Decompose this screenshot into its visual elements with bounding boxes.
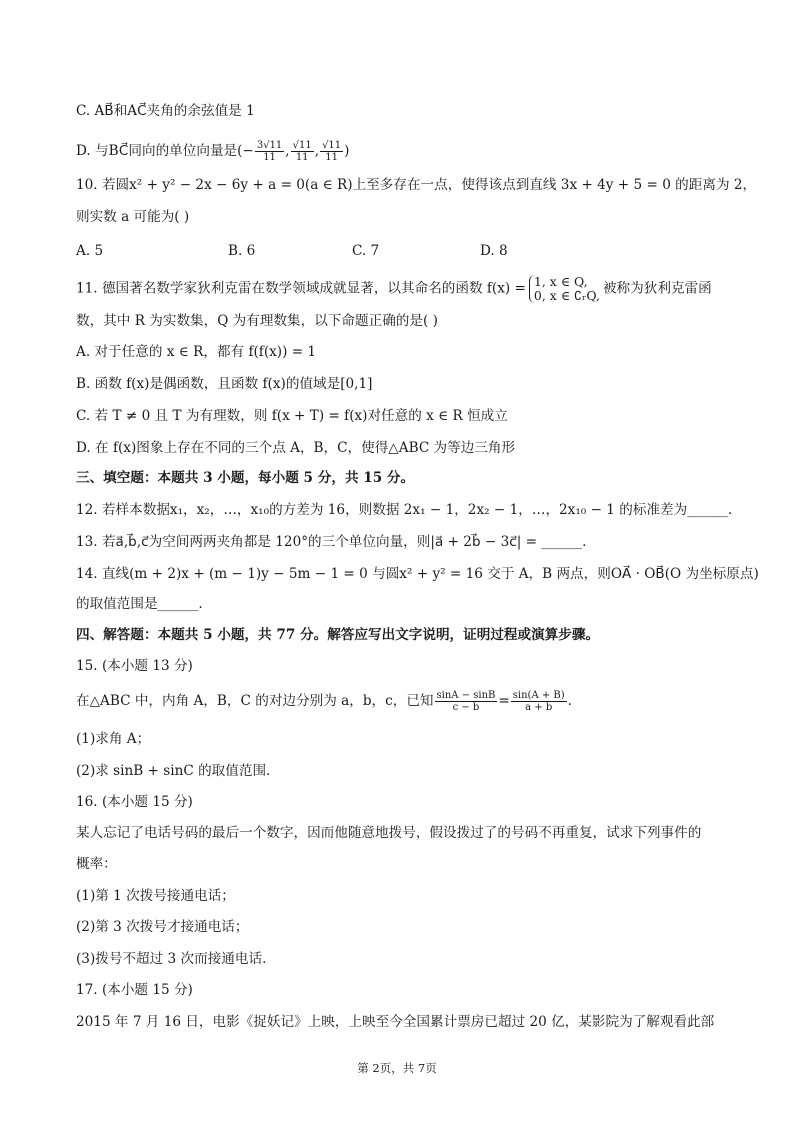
q15-frac-right: $\frac{\sin(A + B)}{a + b}$ <box>512 690 565 713</box>
q15-header: 15. (本小题 13 分) <box>76 658 193 674</box>
q11-stem-line2: 数，其中 R 为实数集，Q 为有理数集，以下命题正确的是( ) <box>76 313 438 329</box>
q17-stem-line1: 2015 年 7 月 16 日，电影《捉妖记》上映，上映至今全国累计票房已超过 20 亿，某影院为了解观看此部 <box>76 1014 715 1030</box>
q16-stem-line1: 某人忘记了电话号码的最后一个数字，因而他随意地拨号，假设拨过了的号码不再重复，试求下列事件的 <box>76 825 702 841</box>
q10-stem-line2: 则实数 a 可能为( ) <box>76 209 190 225</box>
q10-option-d: D. 8 <box>480 243 508 259</box>
q16-part2: (2)第 3 次拨号才接通电话； <box>76 919 249 935</box>
q16-part3: (3)拨号不超过 3 次而接通电话. <box>76 951 267 967</box>
page-footer: 第 2页，共 7页 <box>357 1061 437 1075</box>
q12: 12. 若样本数据x₁，x₂，…，x₁₀的方差为 16，则数据 2x₁ − 1，2x₂ − 1，…，2x₁₀ − 1 的标准差为______. <box>76 502 733 518</box>
q15-frac-left: $\frac{\sin A - \sin B}{c - b}$ <box>436 690 496 713</box>
q11-option-c: C. 若 T ≠ 0 且 T 为有理数，则 f(x + T) = f(x)对任意的 x ∈ R 恒成立 <box>76 408 508 424</box>
q9-option-c <box>76 100 724 122</box>
q9-option-c-text: C. AB⃗和AC⃗夹角的余弦值是 1 <box>76 103 255 119</box>
q17-header: 17. (本小题 15 分) <box>76 982 193 998</box>
q15-part2: (2)求 sinB + sinC 的取值范围. <box>76 763 271 779</box>
q9d-frac-2: $\frac{√11}{11}$ <box>292 140 312 163</box>
q9-option-d-text: D. 与BC⃗同向的单位向量是(− <box>76 143 254 159</box>
q9d-frac-3: $\frac{√11}{11}$ <box>322 140 342 163</box>
q16-header: 16. (本小题 15 分) <box>76 794 193 810</box>
q11-option-a: A. 对于任意的 x ∈ R，都有 f(f(x)) = 1 <box>76 344 317 360</box>
q9d-frac-1: $\frac{3√11}{11}$ <box>256 140 283 163</box>
section-4-heading: 四、解答题：本题共 5 小题，共 77 分。解答应写出文字说明，证明过程或演算步骤。 <box>76 627 600 643</box>
q15-part1: (1)求角 A； <box>76 731 151 747</box>
q11-piecewise: 1, x ∈ Q, 0, x ∈ ∁ᵣQ, <box>529 275 600 303</box>
q10-option-b: B. 6 <box>228 243 256 259</box>
q10-option-c: C. 7 <box>352 243 380 259</box>
q11-stem-line1: 11. 德国著名数学家狄利克雷在数学领域成就显著，以其命名的函数 f(x) = 1, x ∈ Q, 0, x ∈ ∁ᵣQ, 被称为狄利克雷函 <box>76 274 712 303</box>
q16-part1: (1)第 1 次拨号接通电话； <box>76 888 235 904</box>
q11-option-d: D. 在 f(x)图象上存在不同的三个点 A，B，C，使得△ABC 为等边三角形 <box>76 440 516 456</box>
q13: 13. 若a⃗,b⃗,c⃗为空间两两夹角都是 120°的三个单位向量，则|a⃗ + 2b⃗ − 3c⃗| = ______. <box>76 534 587 550</box>
q10-option-a: A. 5 <box>76 243 104 259</box>
q15-stem: 在△ABC 中，内角 A，B，C 的对边分别为 a，b，c，已知 $\frac{\sin A - \sin B}{c - b}$ = $\frac{\sin(A + B)}{a + b}$ . <box>76 690 572 713</box>
q9-option-d: D. 与BC⃗同向的单位向量是(− $\frac{3√11}{11}$ , $\frac{√11}{11}$ , $\frac{√11}{11}$ ) <box>76 140 350 163</box>
q14-line1: 14. 直线(m + 2)x + (m − 1)y − 5m − 1 = 0 与圆x² + y² = 16 交于 A，B 两点，则OA⃗ · OB⃗(O 为坐标原点) <box>76 566 759 582</box>
q16-stem-line2: 概率： <box>76 856 117 872</box>
section-3-heading: 三、填空题：本题共 3 小题，每小题 5 分，共 15 分。 <box>76 470 415 486</box>
q11-option-b: B. 函数 f(x)是偶函数，且函数 f(x)的值域是[0,1] <box>76 376 373 392</box>
q10-stem-line1: 10. 若圆x² + y² − 2x − 6y + a = 0(a ∈ R)上至多存在一点，使得该点到直线 3x + 4y + 5 = 0 的距离为 2， <box>76 177 757 193</box>
q14-line2: 的取值范围是______. <box>76 596 203 612</box>
